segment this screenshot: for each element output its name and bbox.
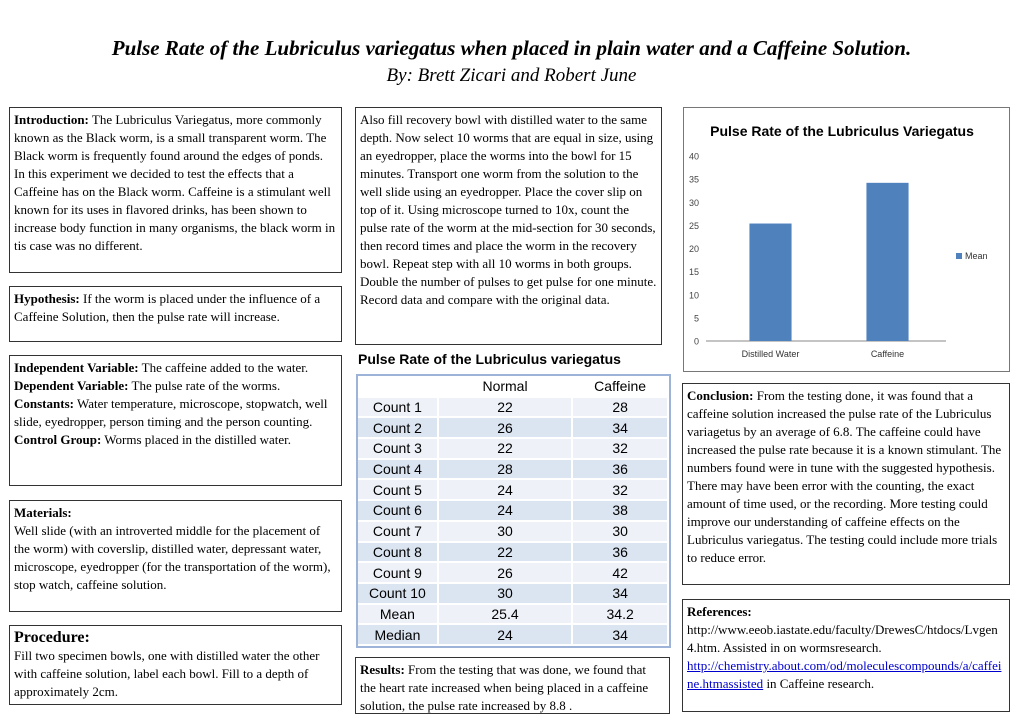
table-row bbox=[358, 624, 668, 645]
y-tick-label: 25 bbox=[688, 220, 699, 231]
poster-authors: By: Brett Zicari and Robert June bbox=[386, 65, 637, 86]
y-tick-label: 5 bbox=[693, 313, 699, 324]
table-cell: 32 bbox=[572, 438, 668, 459]
results-heading: Results: bbox=[360, 662, 405, 677]
y-tick-label: 40 bbox=[688, 151, 699, 162]
table-cell: 34 bbox=[572, 624, 668, 645]
reference-2-tail: in Caffeine research. bbox=[763, 676, 875, 691]
table-row bbox=[358, 521, 668, 542]
control-text: Worms placed in the distilled water. bbox=[101, 432, 291, 447]
table-cell: 36 bbox=[572, 542, 668, 563]
table-cell: Count 9 bbox=[358, 562, 438, 583]
reference-1: http://www.eeob.iastate.edu/faculty/DrewesC/htdocs/Lvgen4.htm. Assisted in on wormsresearch. bbox=[687, 622, 998, 655]
bar-caffeine bbox=[866, 183, 908, 341]
procedure-continued-text: Also fill recovery bowl with distilled water to the same depth. Now select 10 worms that are equal in size, using an eyedropper, place the worms into the bowl for 15 minutes. Transport one worm from the solution to the well slide using an eyedropper. Place the cover slip on top of it. Using microscope turned to 10x, count the pulse rate of the worm at the mid-section for 30 seconds, then record times and place the worm in the recovery bowl. Repeat step with all 10 worms in both groups. Double the number of pulses to get pulse for one minute. Record data and compare with the original data. bbox=[360, 112, 657, 307]
chart-box bbox=[683, 107, 1010, 372]
table-cell: Count 5 bbox=[358, 479, 438, 500]
table-cell: 38 bbox=[572, 500, 668, 521]
independent-text: The caffeine added to the water. bbox=[138, 360, 309, 375]
table-cell: 42 bbox=[572, 562, 668, 583]
table-cell: Count 7 bbox=[358, 521, 438, 542]
table-cell: 34 bbox=[572, 583, 668, 604]
table-header-cell bbox=[358, 376, 438, 397]
table-row bbox=[358, 500, 668, 521]
x-tick-label: Caffeine bbox=[870, 349, 905, 359]
hypothesis-box bbox=[9, 286, 342, 342]
table-cell: 26 bbox=[438, 562, 572, 583]
table-cell: 22 bbox=[438, 438, 572, 459]
dependent-variable bbox=[14, 377, 337, 395]
references-heading: References: bbox=[687, 604, 752, 619]
table-row bbox=[358, 604, 668, 625]
procedure-box bbox=[9, 625, 342, 705]
table-cell: 24 bbox=[438, 500, 572, 521]
table-cell: Count 3 bbox=[358, 438, 438, 459]
table-row bbox=[358, 583, 668, 604]
table-cell: 28 bbox=[438, 459, 572, 480]
table-cell: 34.2 bbox=[572, 604, 668, 625]
x-tick-label: Distilled Water bbox=[741, 349, 800, 359]
hypothesis-text: If the worm is placed under the influence of a Caffeine Solution, then the pulse rate will increase. bbox=[14, 291, 321, 324]
table-cell: 24 bbox=[438, 479, 572, 500]
table-cell: 30 bbox=[438, 521, 572, 542]
introduction-box bbox=[9, 107, 342, 273]
independent-variable bbox=[14, 359, 337, 377]
table-header-row bbox=[358, 376, 668, 397]
results-text: From the testing that was done, we found that the heart rate increased when being placed in a caffeine solution, the pulse rate increased by 8.8 . bbox=[360, 662, 649, 713]
table-cell: Median bbox=[358, 624, 438, 645]
introduction-text: The Lubriculus Variegatus, more commonly known as the Black worm, is a small transparent worm. The Black worm is frequently found around the edges of ponds. In this experiment we decided to test the effects that a Caffeine has on the Black worm. Caffeine is a stimulant well known for its uses in flavored drinks, has been shown to increase body function in many organisms, the black worm in tis case was no different. bbox=[14, 112, 336, 253]
dependent-heading: Dependent Variable: bbox=[14, 378, 129, 393]
table-cell: 30 bbox=[572, 521, 668, 542]
table-row bbox=[358, 479, 668, 500]
constants-heading: Constants: bbox=[14, 396, 74, 411]
reference-2 bbox=[687, 657, 1005, 693]
table-cell: Count 1 bbox=[358, 397, 438, 418]
table-cell: Count 10 bbox=[358, 583, 438, 604]
bar-distilled-water bbox=[749, 224, 791, 341]
table-cell: Count 6 bbox=[358, 500, 438, 521]
legend-swatch bbox=[956, 253, 962, 259]
materials-heading: Materials: bbox=[14, 505, 72, 520]
table-header-cell: Caffeine bbox=[572, 376, 668, 397]
poster-title: Pulse Rate of the Lubriculus variegatus when placed in plain water and a Caffeine Solution. bbox=[111, 36, 912, 60]
bar-chart bbox=[684, 108, 1009, 371]
hypothesis-heading: Hypothesis: bbox=[14, 291, 80, 306]
table-cell: 32 bbox=[572, 479, 668, 500]
independent-heading: Independent Variable: bbox=[14, 360, 139, 375]
conclusion-box bbox=[682, 383, 1010, 585]
table-header-cell: Normal bbox=[438, 376, 572, 397]
y-tick-label: 30 bbox=[688, 197, 699, 208]
results-box bbox=[355, 657, 670, 714]
y-tick-label: 0 bbox=[693, 336, 699, 347]
procedure-continued-box bbox=[355, 107, 662, 345]
variables-box bbox=[9, 355, 342, 486]
table-row bbox=[358, 459, 668, 480]
table-row bbox=[358, 542, 668, 563]
table-cell: Count 2 bbox=[358, 417, 438, 438]
reference-2-link[interactable]: http://chemistry.about.com/od/moleculescompounds/a/caffeine.htmassisted bbox=[687, 658, 1002, 691]
dependent-text: The pulse rate of the worms. bbox=[128, 378, 281, 393]
control-group bbox=[14, 431, 337, 449]
table-cell: 26 bbox=[438, 417, 572, 438]
table-cell: 24 bbox=[438, 624, 572, 645]
procedure-text: Fill two specimen bowls, one with distilled water the other with caffeine solution, label each bowl. Fill to a depth of approximately 2cm. bbox=[14, 648, 320, 699]
table-cell: 36 bbox=[572, 459, 668, 480]
constants-text: Water temperature, microscope, stopwatch, well slide, eyedropper, person timing and the person counting. bbox=[14, 396, 328, 429]
table-cell: 22 bbox=[438, 542, 572, 563]
table-title: Pulse Rate of the Lubriculus variegatus bbox=[358, 351, 621, 367]
conclusion-heading: Conclusion: bbox=[687, 388, 754, 403]
y-tick-label: 20 bbox=[688, 244, 699, 254]
y-tick-label: 10 bbox=[688, 290, 699, 301]
table-row bbox=[358, 562, 668, 583]
table-cell: 22 bbox=[438, 397, 572, 418]
data-table-wrapper bbox=[356, 374, 671, 648]
data-table bbox=[358, 376, 669, 646]
table-cell: 30 bbox=[438, 583, 572, 604]
table-cell: Count 8 bbox=[358, 542, 438, 563]
table-row bbox=[358, 397, 668, 418]
introduction-heading: Introduction: bbox=[14, 112, 89, 127]
conclusion-text: From the testing done, it was found that a caffeine solution increased the pulse rate of the Lubriculus variagetus by an average of 6.8. The caffeine could have increased the pulse rate because it is a known stimulant. The numbers found were in tune with the suggested hypothesis. There may have been error with the counting, the exact amount of time used, or the recording. More testing could improve our understanding of caffeine effects on the Lubriculus variegatus. The testing could include more trials to reduce error. bbox=[687, 388, 1002, 565]
chart-title: Pulse Rate of the Lubriculus Variegatus bbox=[710, 123, 974, 139]
y-tick-label: 35 bbox=[688, 174, 699, 185]
materials-box bbox=[9, 500, 342, 612]
table-cell: 34 bbox=[572, 417, 668, 438]
legend-label: Mean bbox=[965, 251, 988, 261]
table-cell: 28 bbox=[572, 397, 668, 418]
table-row bbox=[358, 417, 668, 438]
table-row bbox=[358, 438, 668, 459]
procedure-heading: Procedure: bbox=[14, 629, 90, 646]
table-cell: Count 4 bbox=[358, 459, 438, 480]
constants bbox=[14, 395, 337, 431]
control-heading: Control Group: bbox=[14, 432, 102, 447]
table-cell: 25.4 bbox=[438, 604, 572, 625]
references-box bbox=[682, 599, 1010, 712]
materials-text: Well slide (with an introverted middle for the placement of the worm) with coverslip, distilled water, depressant water, microscope, eyedropper (for the transportation of the worm), stop watch, caffeine solution. bbox=[14, 523, 331, 592]
y-tick-label: 15 bbox=[688, 267, 699, 278]
table-cell: Mean bbox=[358, 604, 438, 625]
